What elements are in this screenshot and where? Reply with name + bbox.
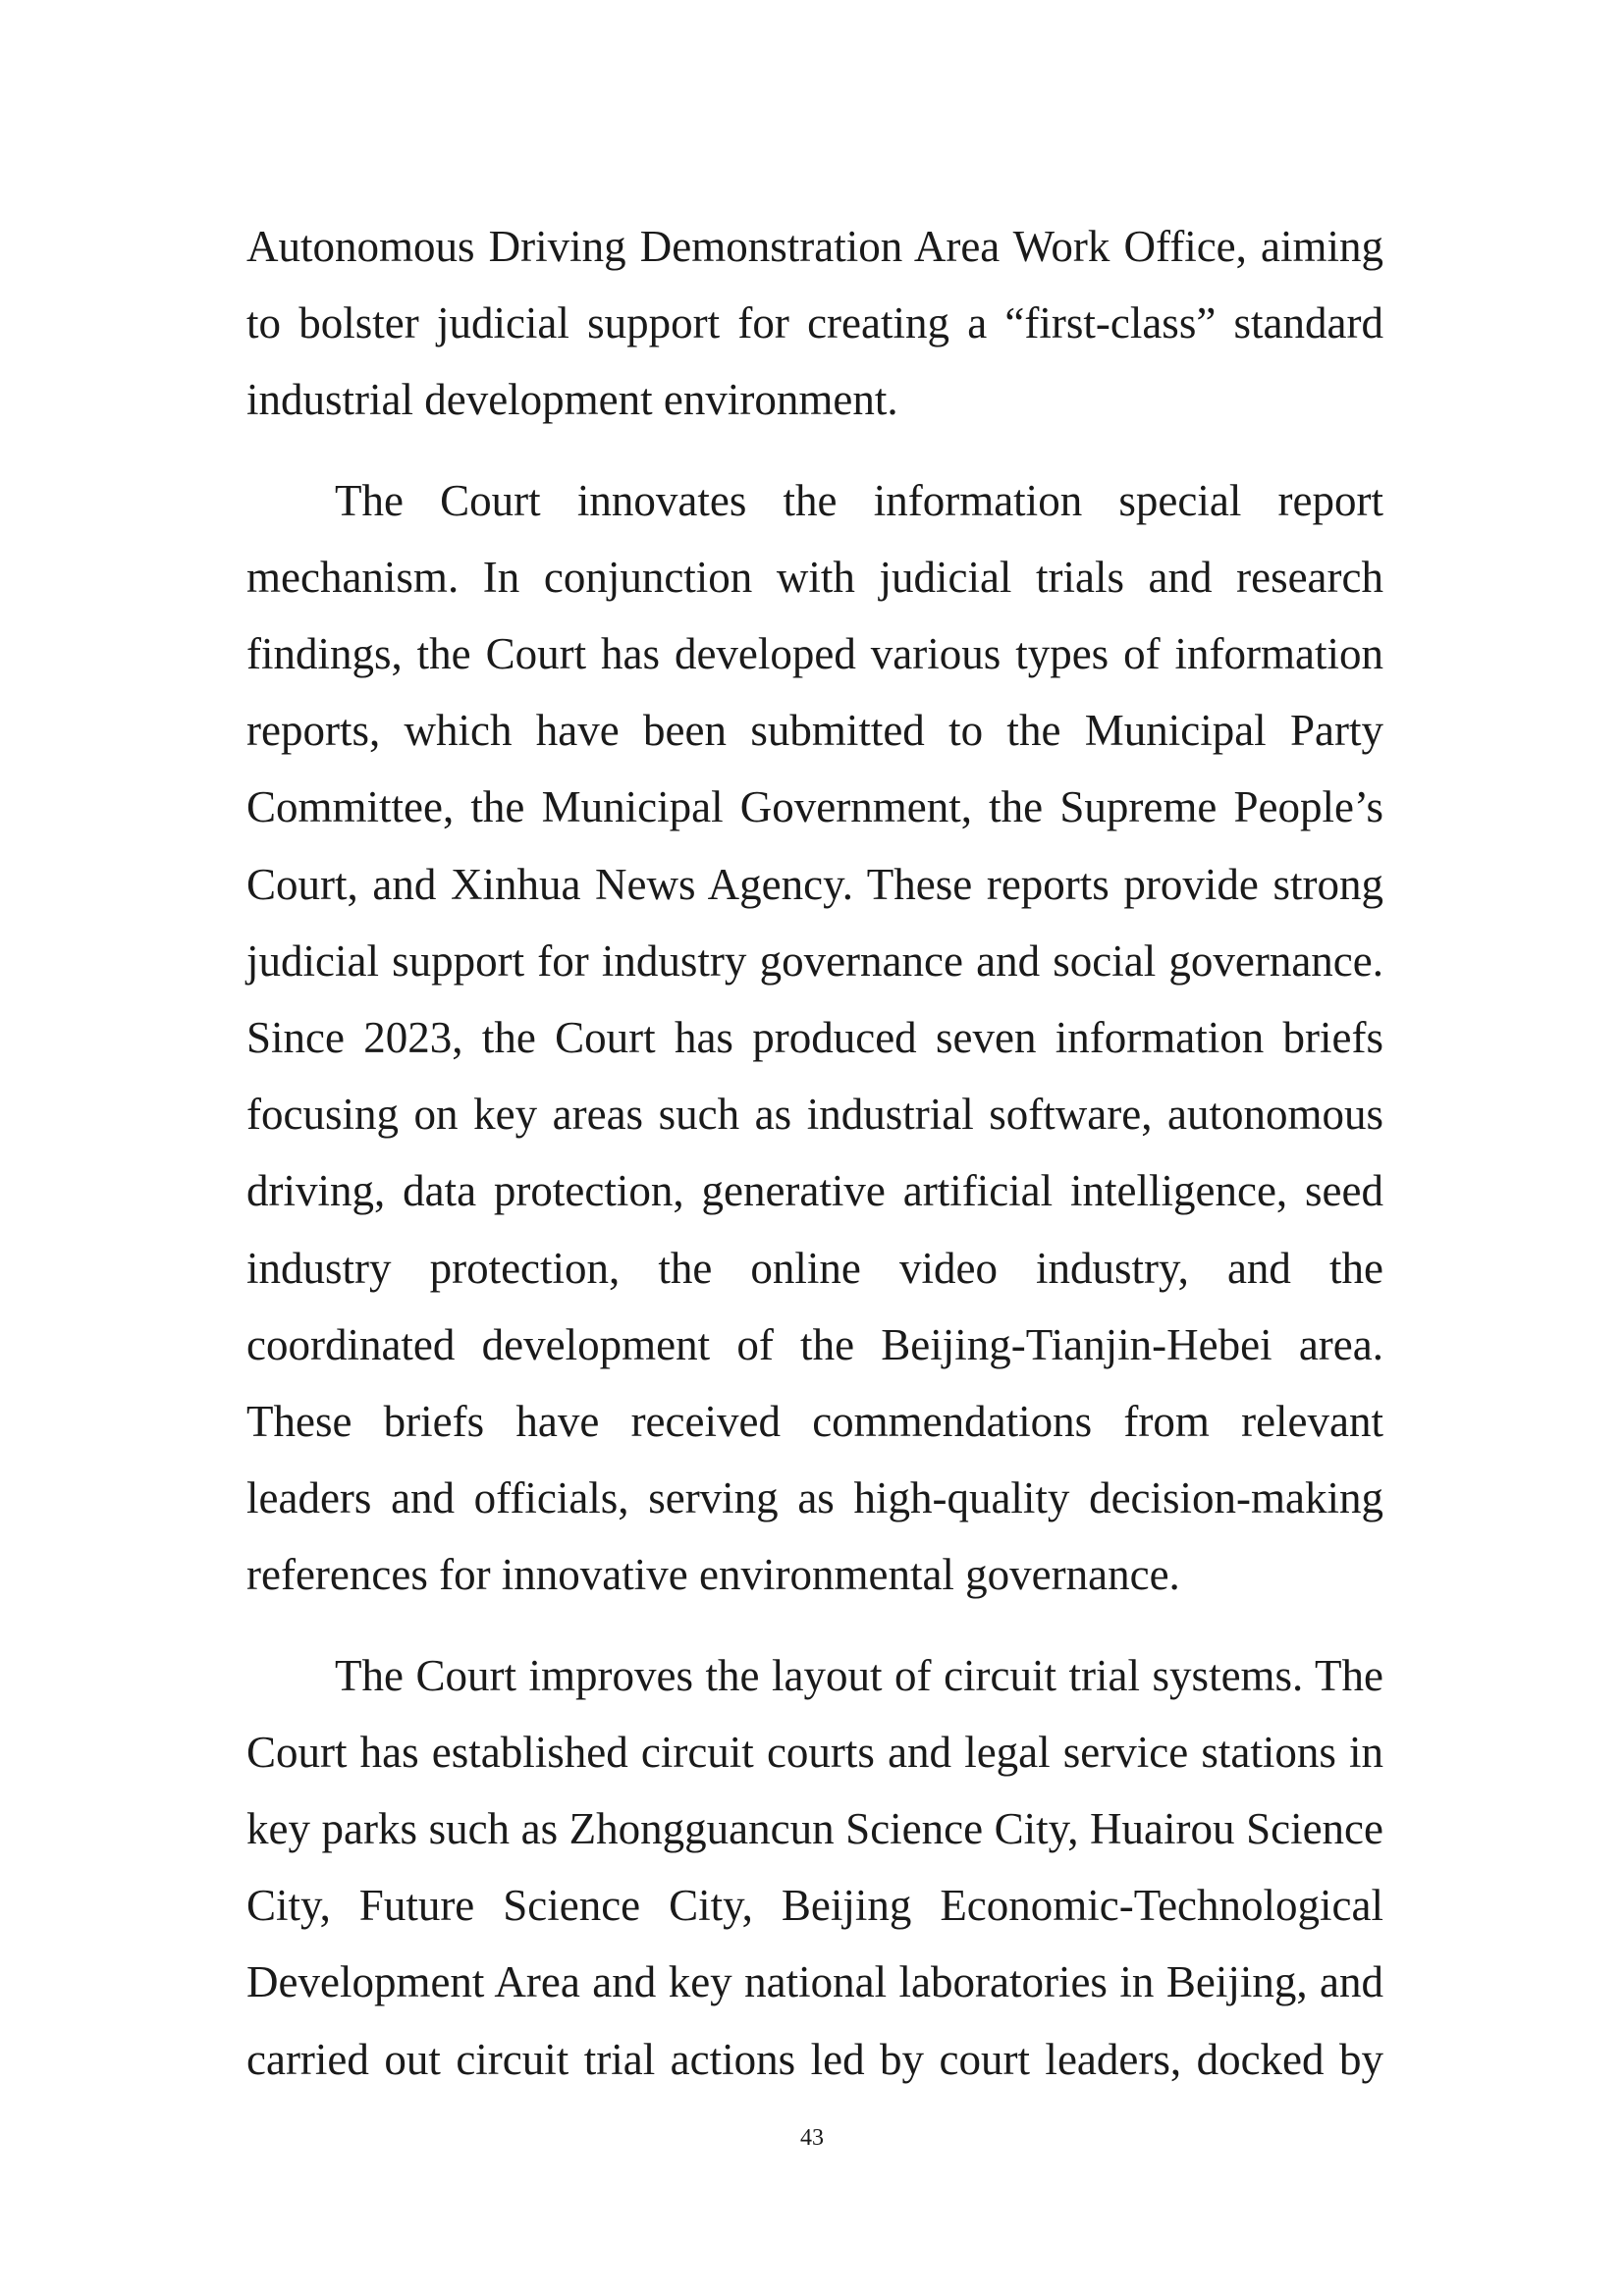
paragraph-continued: Autonomous Driving Demonstration Area Work Office, aiming to bolster judicial support for creating a “first-class” standard industrial development environment. bbox=[246, 222, 1383, 425]
paragraph-circuit-trial: The Court improves the layout of circuit trial systems. The Court has established circuit courts and legal service stations in key parks such as Zhongguancun Science City, Huairou Science City, Future Science City, Beijing Economic-Technological Development Area and key national laboratories in Beijing, and carried out circuit trial actions led by court leaders, docked by bbox=[246, 1650, 1383, 2084]
paragraph-information-report: The Court innovates the information special report mechanism. In conjunction with judicial trials and research findings, the Court has developed various types of information reports, which have been submitted to the Municipal Party Committee, the Municipal Government, the Supreme People’s Court, and Xinhua News Agency. These reports provide strong judicial support for industry governance and social governance. Since 2023, the Court has produced seven information briefs focusing on key areas such as industrial software, autonomous driving, data protection, generative artificial intelligence, seed industry protection, the online video industry, and the coordinated development of the Beijing-Tianjin-Hebei area. These briefs have received commendations from relevant leaders and officials, serving as high-quality decision-making references for innovative environmental governance. bbox=[246, 475, 1383, 1600]
page-number: 43 bbox=[800, 2125, 824, 2151]
body-text bbox=[246, 208, 1383, 2121]
